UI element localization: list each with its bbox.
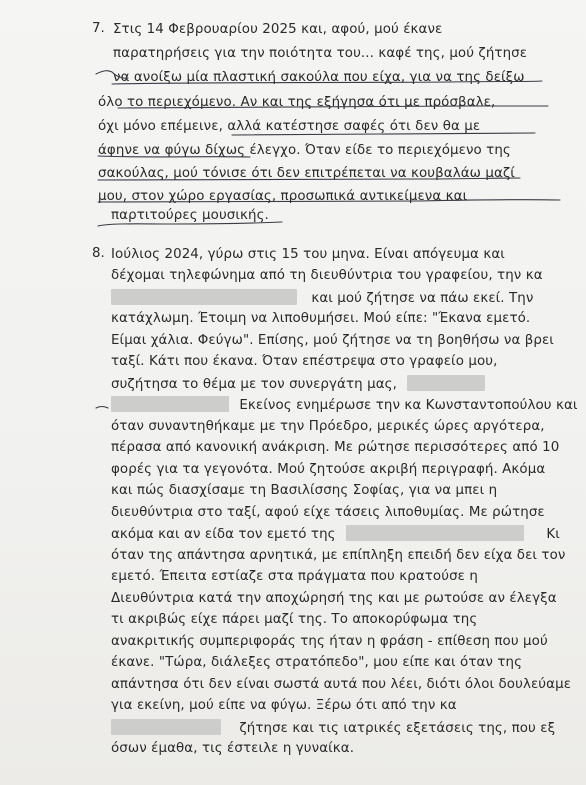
item-7-line-2: παρατηρήσεις για την ποιότητα του... καφέ της, μού ζήτησε <box>113 46 528 61</box>
item-8-line-8-text: Εκείνος ενημέρωσε την κα Κωνσταντοπούλου και <box>239 398 578 413</box>
item-8-line-23-text: ζήτησε και τις ιατρικές εξετάσεις της, που εξ <box>239 721 556 736</box>
item-8-line-13: διευθύντρια στο ταξί, αφού είχε τάσεις λιποθυμίας. Με ρώτησε <box>111 505 545 520</box>
item-8-line-7-text: συζήτησα το θέμα με τον συνεργάτη μας, <box>111 377 397 392</box>
item-8-line-1: Ιούλιος 2024, γύρω στις 15 του μηνα. Είναι απόγευμα και <box>111 247 505 262</box>
item-8-line-21: απάντησα ότι δεν είναι σωστά αυτά που λέει, διότι όλοι δουλεύαμε <box>111 677 572 692</box>
item-8-line-11: φορές για τα γεγονότα. Μού ζητούσε ακριβή περιγραφή. Ακόμα <box>111 462 546 477</box>
item-8-line-9: όταν συναντηθήκαμε με την Πρόεδρο, μερικές ώρες αργότερα, <box>111 419 545 434</box>
item-8-line-14-text: ακόμα και αν είδα τον εμετό της <box>111 527 336 542</box>
item-8-number: 8. <box>92 246 105 261</box>
item-8-line-3-text: και μού ζήτησε να πάω εκεί. Την <box>311 291 534 306</box>
item-8-line-24: όσων έμαθα, τις έστειλε η γυναίκα. <box>111 741 355 756</box>
item-8-line-19: ανακριτικής συμπεριφοράς της ήταν η φράση - επίθεση που μού <box>111 634 548 649</box>
item-7-line-3: να ανοίξω μία πλαστική σακούλα που είχα, για να της δείξω <box>113 70 525 85</box>
item-8-line-5: Είμαι χάλια. Φεύγω". Επίσης, μού ζήτησε να τη βοηθήσω να βρει <box>111 333 554 348</box>
item-8-line-17: Διευθύντρια κατά την αποχώρησή της και με ρωτούσε αν έλεγξα <box>111 591 557 606</box>
item-8-line-12: και πώς διασχίσαμε τη Βασιλίσσης Σοφίας, για να μπει η <box>111 483 498 498</box>
item-7-number: 7. <box>92 21 105 36</box>
item-8-line-18: τι ακριβώς είχε πάρει μαζί της. Το αποκορύφωμα της <box>111 612 478 627</box>
item-8-line-16: εμετό. Έπειτα εστίαζε στα πράγματα που κρατούσε η <box>111 569 478 584</box>
item-7-line-5: όχι μόνο επέμεινε, αλλά κατέστησε σαφές ότι δεν θα με <box>98 119 481 134</box>
item-8-line-20: έκανε. "Τώρα, διάλεξες στρατόπεδο", μου είπε και όταν της <box>111 655 523 670</box>
item-8-line-10: πέρασα από κανονική ανάκριση. Με ρώτησε περισσότερες από 10 <box>111 440 560 455</box>
item-8-line-15: όταν της απάντησα αρνητικά, με επίπληξη επειδή δεν είχα δει τον <box>111 548 566 563</box>
item-8-line-6: ταξί. Κάτι που έκανα. Όταν επέστρεψα στο γραφείο μου, <box>111 354 498 369</box>
item-7-line-8: μου, στον χώρο εργασίας, προσωπικά αντικείμενα και <box>98 189 468 204</box>
item-7-line-9: παρτιτούρες μουσικής. <box>111 208 269 223</box>
item-7-line-4: όλο το περιεχόμενο. Αν και της εξήγησα ότι με πρόσβαλε, <box>98 95 496 110</box>
item-7-line-1: Στις 14 Φεβρουαρίου 2025 και, αφού, μού έκανε <box>113 22 443 37</box>
item-7-line-7: σακούλας, μού τόνισε ότι δεν επιτρέπεται να κουβαλάω μαζί <box>98 166 515 181</box>
item-7-line-6: άφηνε να φύγω δίχως έλεγχο. Όταν είδε το περιεχόμενο της <box>98 143 511 158</box>
item-8-line-22: για εκείνη, μού είπε να φύγω. Ξέρω ότι από την κα <box>111 698 457 713</box>
item-8-line-2: δέχομαι τηλεφώνημα από τη διευθύντρια του γραφείου, την κα <box>111 268 543 283</box>
item-8-line-4: κατάχλωμη. Έτοιμη να λιποθυμήσει. Μού είπε: "Έκανα εμετό. <box>111 311 531 326</box>
item-8-line-14-end: Κι <box>546 527 560 542</box>
